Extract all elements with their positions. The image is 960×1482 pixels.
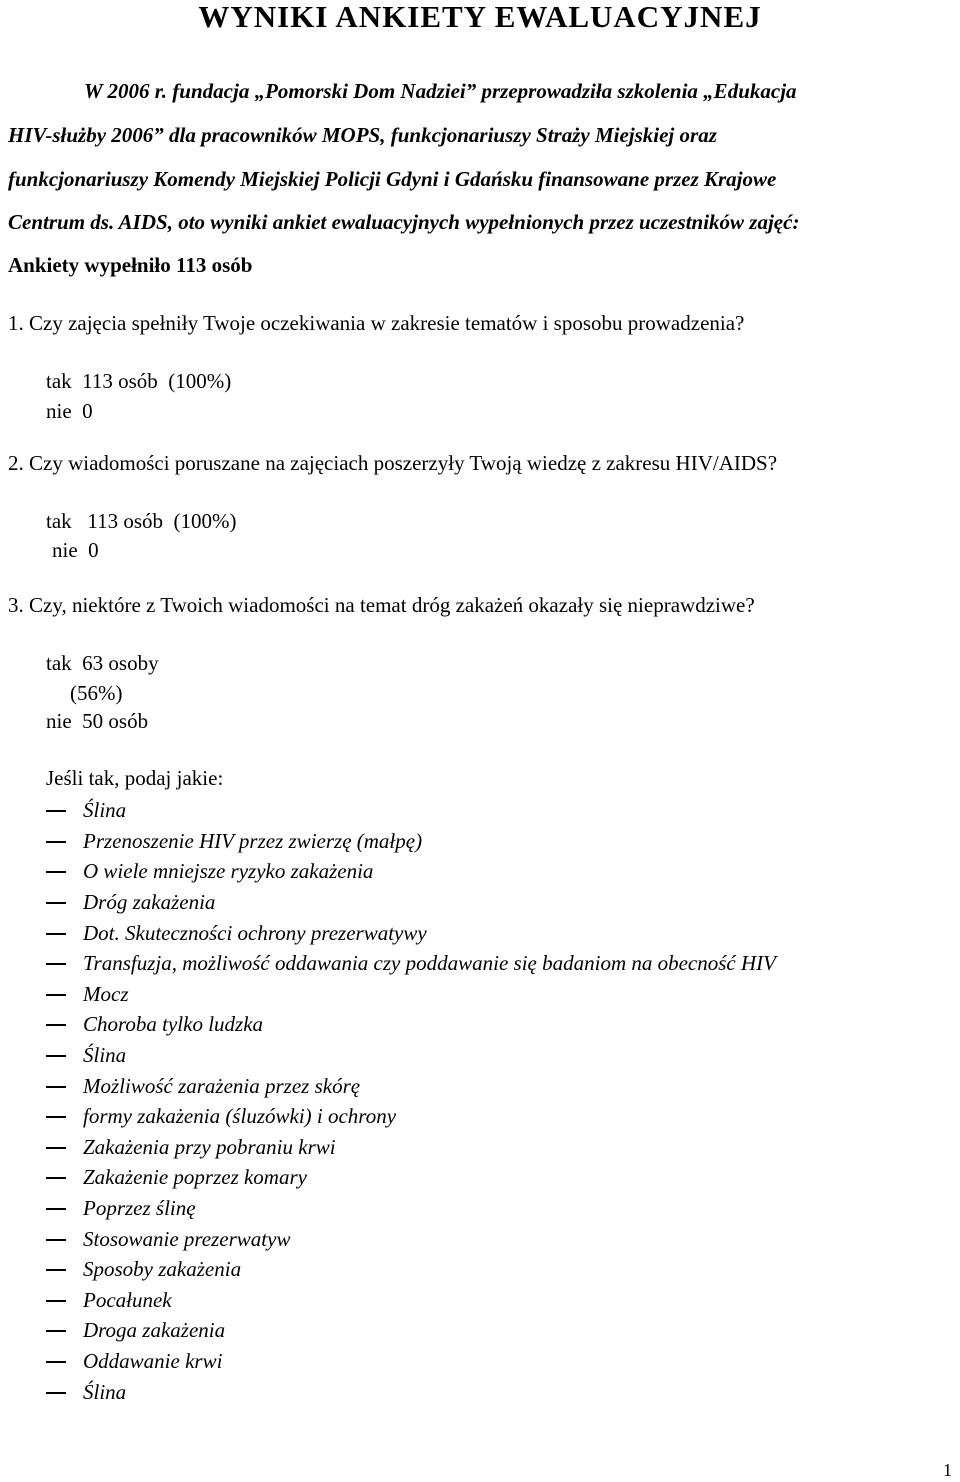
question-3-answer-no: nie 50 osób <box>46 709 149 733</box>
list-item-text: Zakażenia przy pobraniu krwi <box>83 1134 336 1159</box>
dash-bullet <box>46 810 66 812</box>
if-yes-label: Jeśli tak, podaj jakie: <box>46 766 224 790</box>
question-2-answer-no: nie 0 <box>52 538 99 562</box>
list-item-text: Możliwość zarażenia przez skórę <box>83 1073 361 1098</box>
list-item <box>46 1193 776 1224</box>
list-item-text: Poprzez ślinę <box>83 1196 196 1221</box>
dash-bullet <box>46 1147 66 1149</box>
dash-bullet <box>46 933 66 935</box>
intro-line-3: funkcjonariuszy Komendy Miejskiej Policji Gdyni i Gdańsku finansowane przez Krajowe <box>8 167 777 191</box>
dash-bullet <box>46 1330 66 1332</box>
dash-bullet <box>46 1055 66 1057</box>
dash-bullet <box>46 1239 66 1241</box>
list-item-text: Droga zakażenia <box>83 1318 226 1343</box>
question-3-answer-yes: tak 63 osoby <box>46 651 159 675</box>
list-item-text: Stosowanie prezerwatyw <box>83 1226 291 1251</box>
list-item <box>46 1132 776 1163</box>
list-item-text: formy zakażenia (śluzówki) i ochrony <box>83 1104 397 1129</box>
intro-line-1: W 2006 r. fundacja „Pomorski Dom Nadziei” przeprowadziła szkolenia „Edukacja <box>84 79 797 103</box>
list-item-text: Sposoby zakażenia <box>83 1257 242 1282</box>
dash-bullet <box>46 1361 66 1363</box>
dash-bullet <box>46 1392 66 1394</box>
list-item-text: Oddawanie krwi <box>83 1348 223 1373</box>
dash-bullet <box>46 1208 66 1210</box>
list-item <box>46 1285 776 1316</box>
list-item <box>46 1009 776 1040</box>
dash-bullet <box>46 1024 66 1026</box>
dash-bullet <box>46 1177 66 1179</box>
list-item-text: Przenoszenie HIV przez zwierzę (małpę) <box>83 828 423 853</box>
list-item <box>46 979 776 1010</box>
list-item-text: Choroba tylko ludzka <box>83 1012 264 1037</box>
question-1-answer-no: nie 0 <box>46 399 93 423</box>
question-1: 1. Czy zajęcia spełniły Twoje oczekiwania w zakresie tematów i sposobu prowadzenia? <box>8 311 745 335</box>
question-3: 3. Czy, niektóre z Twoich wiadomości na temat dróg zakażeń okazały się nieprawdziwe? <box>8 593 755 617</box>
list-item <box>46 1070 776 1101</box>
list-item <box>46 1101 776 1132</box>
list-item <box>46 1254 776 1285</box>
dash-bullet <box>46 841 66 843</box>
list-item-text: Transfuzja, możliwość oddawania czy poddawanie się badaniom na obecność HIV <box>83 951 776 976</box>
list-item <box>46 917 776 948</box>
list-item <box>46 826 776 857</box>
filled-count: Ankiety wypełniło 113 osób <box>8 253 253 277</box>
dash-bullet <box>46 994 66 996</box>
list-item-text: Ślina <box>83 1379 127 1404</box>
dash-bullet <box>46 1300 66 1302</box>
question-2-answer-yes: tak 113 osób (100%) <box>46 509 237 533</box>
dash-bullet <box>46 1086 66 1088</box>
list-item-text: Mocz <box>83 981 129 1006</box>
intro-line-2: HIV-służby 2006” dla pracowników MOPS, funkcjonariuszy Straży Miejskiej oraz <box>8 123 717 147</box>
list-item-text: Ślina <box>83 1043 127 1068</box>
list-item-text: Pocałunek <box>83 1287 172 1312</box>
question-2: 2. Czy wiadomości poruszane na zajęciach poszerzyły Twoją wiedzę z zakresu HIV/AIDS? <box>8 451 778 475</box>
list-item-text: Dróg zakażenia <box>83 890 216 915</box>
list-item <box>46 1346 776 1377</box>
list-item <box>46 1040 776 1071</box>
list-item-text: Ślina <box>83 798 127 823</box>
if-yes-list <box>46 795 776 1407</box>
list-item <box>46 1223 776 1254</box>
question-1-answer-yes: tak 113 osób (100%) <box>46 369 232 393</box>
dash-bullet <box>46 1269 66 1271</box>
list-item-text: Zakażenie poprzez komary <box>83 1165 307 1190</box>
document-title: WYNIKI ANKIETY EWALUACYJNEJ <box>198 0 762 34</box>
list-item <box>46 1162 776 1193</box>
intro-line-4: Centrum ds. AIDS, oto wyniki ankiet ewaluacyjnych wypełnionych przez uczestników zajęć: <box>8 210 800 234</box>
list-item-text: O wiele mniejsze ryzyko zakażenia <box>83 859 374 884</box>
page-number: 1 <box>943 1460 952 1480</box>
list-item <box>46 887 776 918</box>
dash-bullet <box>46 902 66 904</box>
list-item <box>46 795 776 826</box>
dash-bullet <box>46 1116 66 1118</box>
list-item-text: Dot. Skuteczności ochrony prezerwatywy <box>83 920 427 945</box>
question-3-answer-percent: (56%) <box>70 681 123 705</box>
dash-bullet <box>46 871 66 873</box>
list-item <box>46 1376 776 1407</box>
list-item <box>46 856 776 887</box>
list-item <box>46 1315 776 1346</box>
dash-bullet <box>46 963 66 965</box>
list-item <box>46 948 776 979</box>
